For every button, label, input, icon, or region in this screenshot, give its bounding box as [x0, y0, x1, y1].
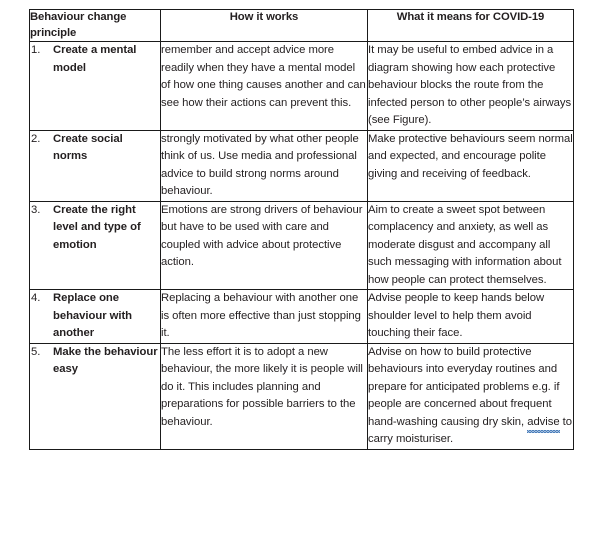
column-header-how-it-works: How it works: [161, 10, 368, 42]
table-row: [30, 42, 574, 131]
table-row: [30, 130, 574, 201]
cell-principle: [30, 42, 161, 131]
spellcheck-flagged-word: advise: [527, 414, 559, 432]
cell-covid-meaning: [368, 130, 574, 201]
covid-meaning-text: Make protective behaviours seem normal and expected, and encourage polite giving and receiving of feedback.: [368, 132, 573, 180]
cell-how-it-works: [161, 343, 368, 449]
principle-number: 4.: [31, 292, 41, 304]
table-row: [30, 290, 574, 344]
cell-how-it-works: [161, 42, 368, 131]
how-it-works-text: Replacing a behaviour with another one is often more effective than just stopping it.: [161, 292, 361, 339]
how-it-works-text: Emotions are strong drivers of behaviour but have to be used with care and coupled with advice about protective action.: [161, 203, 363, 268]
cell-covid-meaning: [368, 343, 574, 449]
principle-label: Create social norms: [53, 132, 123, 162]
column-header-principle: Behaviour change principle: [30, 10, 161, 42]
table-header-row: [30, 10, 574, 42]
table-body: [30, 42, 574, 450]
principle-number: 1.: [31, 44, 41, 56]
table-header: [30, 10, 574, 42]
column-header-covid-meaning: What it means for COVID-19: [368, 10, 574, 42]
how-it-works-text: remember and accept advice more readily when they have a mental model of how one thing causes another and can see how their actions can prevent this.: [161, 44, 366, 109]
how-it-works-text: strongly motivated by what other people think of us. Use media and professional advice to build strong norms around behaviour.: [161, 132, 359, 197]
principle-label: Replace one behaviour with another: [53, 292, 133, 339]
how-it-works-text: The less effort it is to adopt a new behaviour, the more likely it is people will do it. This includes planning and preparations for possible barriers to the behaviour.: [161, 345, 363, 428]
covid-meaning-body: behaviours into everyday routines and prepare for anticipated problems e.g. if people are concerned about frequent hand-washing causing dry skin,: [368, 363, 560, 428]
principle-label: Create a mental model: [53, 44, 137, 74]
table-row: [30, 343, 574, 449]
covid-meaning-lead: Advise on how to build protective: [368, 345, 532, 358]
table-row: [30, 201, 574, 290]
principle-number: 2.: [31, 132, 41, 145]
covid-meaning-tail: to carry moisturiser.: [368, 415, 572, 445]
cell-principle: [30, 201, 161, 290]
behaviour-change-table: [29, 9, 574, 450]
principle-label: Create the right level and type of emotion: [53, 203, 141, 251]
cell-principle: [30, 290, 161, 344]
cell-covid-meaning: [368, 290, 574, 344]
covid-meaning-text: [368, 344, 573, 449]
covid-meaning-text: Advise people to keep hands below shoulder level to help them avoid touching their face.: [368, 292, 545, 339]
cell-how-it-works: [161, 290, 368, 344]
cell-principle: [30, 130, 161, 201]
principle-label: Make the behaviour easy: [53, 345, 158, 375]
principle-number: 5.: [31, 345, 41, 358]
covid-meaning-text: Aim to create a sweet spot between complacency and anxiety, as well as moderate disgust and accompany all such messaging with information about how people can protect themselves.: [368, 203, 562, 286]
cell-how-it-works: [161, 130, 368, 201]
cell-principle: [30, 343, 161, 449]
cell-covid-meaning: [368, 42, 574, 131]
cell-covid-meaning: [368, 201, 574, 290]
principle-number: 3.: [31, 203, 41, 216]
covid-meaning-text: It may be useful to embed advice in a diagram showing how each protective behaviour blocks the route from the infected person to other people’s airways (see Figure).: [368, 44, 572, 126]
cell-how-it-works: [161, 201, 368, 290]
